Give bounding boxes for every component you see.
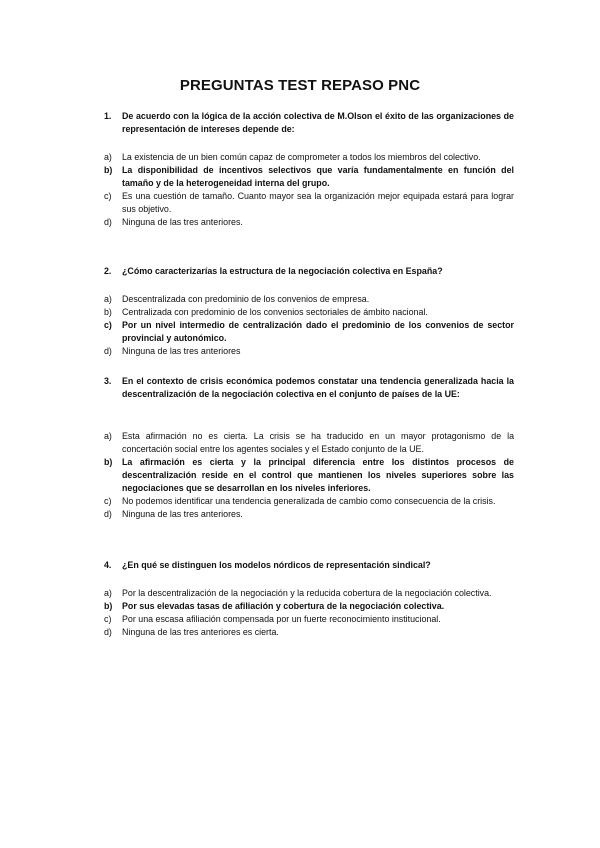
question-4 — [104, 559, 514, 572]
option-text: Ninguna de las tres anteriores — [122, 346, 241, 356]
option-text: Por la descentralización de la negociación y la reducida cobertura de la negociación colectiva. — [122, 588, 492, 598]
option-d — [104, 508, 514, 521]
option-text: Centralizada con predominio de los convenios sectoriales de ámbito nacional. — [122, 307, 428, 317]
option-a — [104, 430, 514, 456]
option-letter: a) — [104, 152, 112, 162]
option-text: Por una escasa afiliación compensada por un fuerte reconocimiento institucional. — [122, 614, 441, 624]
option-letter: d) — [104, 346, 112, 356]
option-text: Por un nivel intermedio de centralización dado el predominio de los convenios de sector provincial y autonómico. — [122, 320, 514, 343]
page-title: PREGUNTAS TEST REPASO PNC — [179, 77, 421, 94]
option-c — [104, 613, 514, 626]
option-letter: d) — [104, 627, 112, 637]
option-text: La existencia de un bien común capaz de comprometer a todos los miembros del colectivo. — [122, 152, 481, 162]
option-b — [104, 456, 514, 495]
option-text: Es una cuestión de tamaño. Cuanto mayor sea la organización mejor equipada estará para lograr sus objetivo. — [122, 191, 514, 214]
option-a — [104, 587, 514, 600]
question-text: En el contexto de crisis económica podemos constatar una tendencia generalizada hacia la descentralización de la negociación colectiva en el conjunto de países de la UE: — [122, 376, 514, 399]
option-d — [104, 345, 514, 358]
question-number: 2. — [104, 266, 112, 276]
option-b — [104, 600, 514, 613]
question-1-options — [104, 151, 514, 229]
option-text: La disponibilidad de incentivos selectivos que varía fundamentalmente en función del tamaño y de la heterogeneidad interna del grupo. — [122, 165, 514, 188]
option-text: Descentralizada con predominio de los convenios de empresa. — [122, 294, 370, 304]
option-letter: a) — [104, 294, 112, 304]
option-text: Ninguna de las tres anteriores. — [122, 217, 243, 227]
option-letter: d) — [104, 509, 112, 519]
question-text: De acuerdo con la lógica de la acción colectiva de M.Olson el éxito de las organizaciones de representación de intereses depende de: — [122, 111, 514, 134]
option-letter: a) — [104, 588, 112, 598]
option-letter: d) — [104, 217, 112, 227]
question-4-options — [104, 587, 514, 639]
option-letter: c) — [104, 191, 112, 201]
option-letter: b) — [104, 165, 113, 175]
question-text: ¿En qué se distinguen los modelos nórdicos de representación sindical? — [122, 560, 431, 570]
option-c — [104, 495, 514, 508]
option-d — [104, 216, 514, 229]
question-number: 1. — [104, 111, 112, 121]
option-text: La afirmación es cierta y la principal diferencia entre los distintos procesos de descentralización reside en el control que mantienen los niveles superiores sobre las negociaciones que se desarrollan en los niveles inferiores. — [122, 457, 514, 493]
question-number: 3. — [104, 376, 112, 386]
question-2 — [104, 265, 514, 278]
option-letter: a) — [104, 431, 112, 441]
question-3-options — [104, 430, 514, 521]
option-text: Ninguna de las tres anteriores es cierta. — [122, 627, 279, 637]
option-c — [104, 190, 514, 216]
question-3 — [104, 375, 514, 401]
option-a — [104, 293, 514, 306]
option-letter: c) — [104, 320, 112, 330]
option-text: Por sus elevadas tasas de afiliación y cobertura de la negociación colectiva. — [122, 601, 445, 611]
option-text: No podemos identificar una tendencia generalizada de cambio como consecuencia de la crisis. — [122, 496, 496, 506]
option-c — [104, 319, 514, 345]
question-number: 4. — [104, 560, 112, 570]
option-b — [104, 164, 514, 190]
option-letter: c) — [104, 496, 112, 506]
option-b — [104, 306, 514, 319]
question-2-options — [104, 293, 514, 358]
option-letter: b) — [104, 457, 113, 467]
option-letter: b) — [104, 307, 112, 317]
question-text: ¿Cómo caracterizarías la estructura de la negociación colectiva en España? — [122, 266, 443, 276]
option-letter: c) — [104, 614, 112, 624]
question-1 — [104, 110, 514, 136]
option-text: Ninguna de las tres anteriores. — [122, 509, 243, 519]
option-a — [104, 151, 514, 164]
option-d — [104, 626, 514, 639]
option-text: Esta afirmación no es cierta. La crisis se ha traducido en un mayor protagonismo de la concertación social entre los agentes sociales y el Estado conjunto de la UE. — [122, 431, 514, 454]
option-letter: b) — [104, 601, 113, 611]
